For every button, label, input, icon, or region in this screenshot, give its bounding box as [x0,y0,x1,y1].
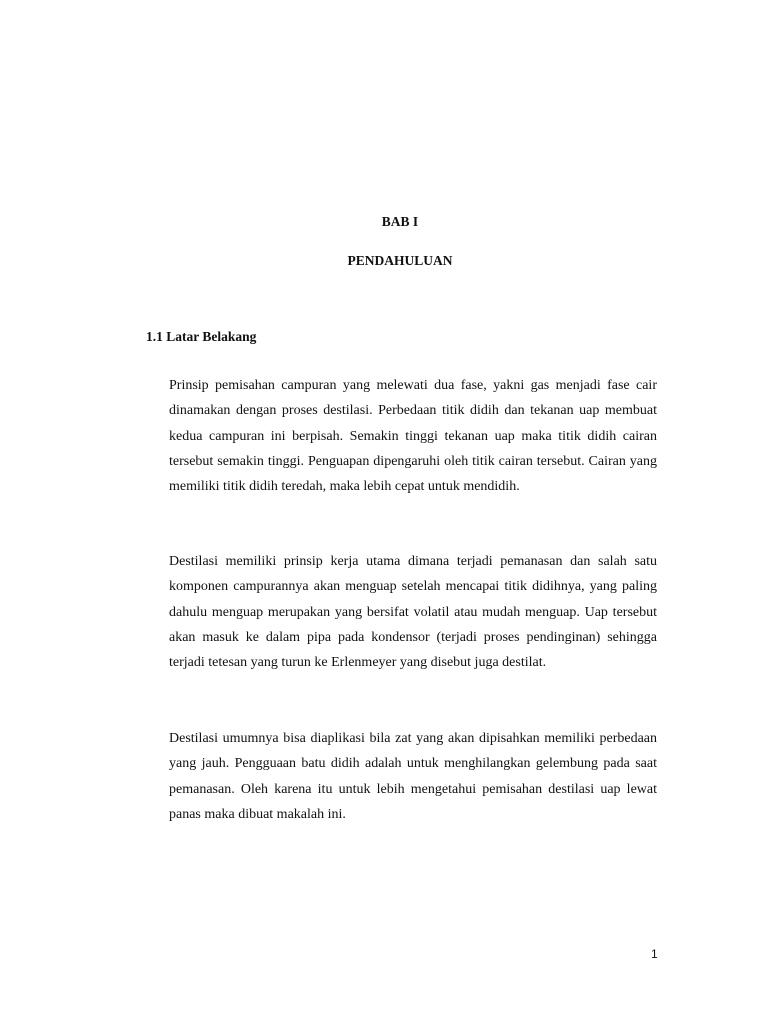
section-heading: 1.1 Latar Belakang [146,329,257,344]
body-paragraph: Destilasi umumnya bisa diaplikasi bila zat yang akan dipisahkan memiliki perbedaan yang jauh. Pengguaan batu didih adalah untuk menghilangkan gelembung pada saat pemanasan. Oleh karena itu untuk lebih mengetahui pemisahan destilasi uap lewat panas maka dibuat makalah ini. [169,731,657,822]
chapter-title: PENDAHULUAN [347,253,453,268]
body-paragraph: Destilasi memiliki prinsip kerja utama dimana terjadi pemanasan dan salah satu komponen campurannya akan menguap setelah mencapai titik didihnya, yang paling dahulu menguap merupakan yang bersifat volatil atau mudah menguap. Uap tersebut akan masuk ke dalam pipa pada kondensor (terjadi proses pendinginan) sehingga terjadi tetesan yang turun ke Erlenmeyer yang disebut juga destilat. [169,554,657,671]
page-number: 1 [651,947,658,961]
body-paragraph: Prinsip pemisahan campuran yang melewati dua fase, yakni gas menjadi fase cair dinamakan dengan proses destilasi. Perbedaan titik didih dan tekanan uap membuat kedua campuran ini berpisah. Semakin tinggi tekanan uap maka titik didih cairan tersebut semakin tinggi. Penguapan dipengaruhi oleh titik cairan tersebut. Cairan yang memiliki titik didih teredah, maka lebih cepat untuk mendidih. [169,378,657,495]
chapter-number: BAB I [381,214,419,229]
